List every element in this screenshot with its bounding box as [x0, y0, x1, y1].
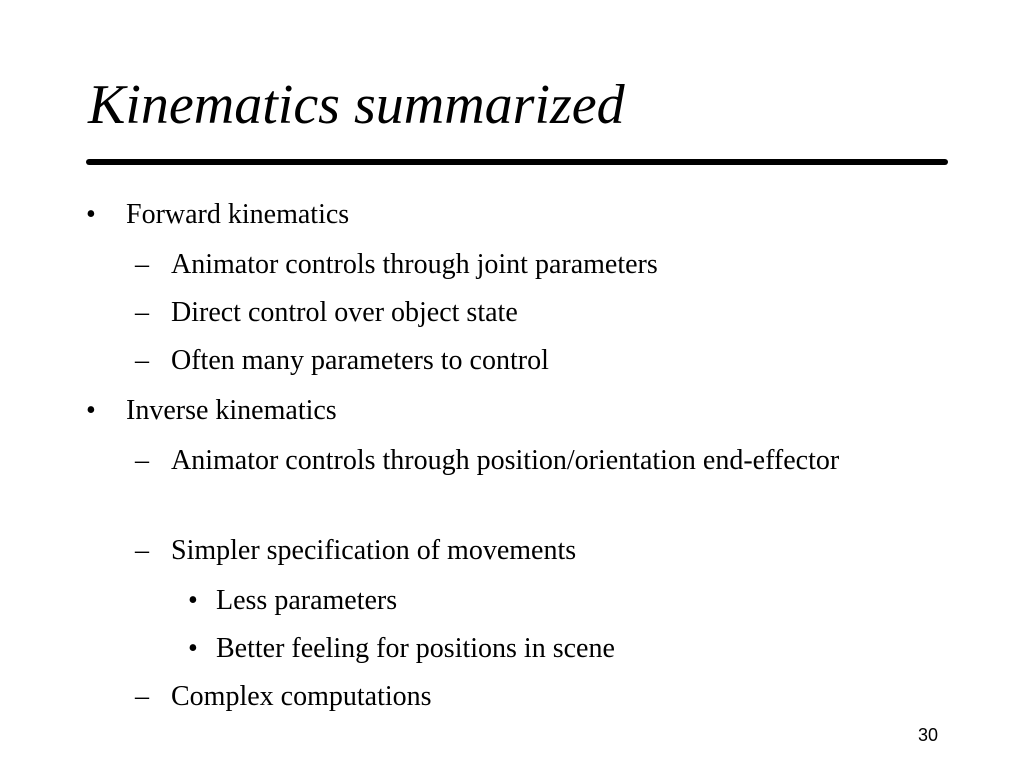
bullet-marker: • — [188, 585, 198, 616]
bullet-item-forward-kinematics: Forward kinematics — [126, 199, 350, 230]
dash-marker: – — [135, 535, 149, 566]
sub-item-complex-computations: Complex computations — [171, 681, 432, 712]
bullet-marker: • — [188, 633, 198, 664]
slide-number: 30 — [917, 725, 938, 745]
sub-sub-item-less-parameters: Less parameters — [216, 585, 398, 616]
sub-item-joint-parameters: Animator controls through joint parameters — [171, 249, 658, 280]
sub-item-end-effector: Animator controls through position/orientation end-effector — [171, 445, 840, 476]
dash-marker: – — [135, 249, 149, 280]
slide-title: Kinematics summarized — [88, 74, 625, 136]
sub-sub-item-better-feeling: Better feeling for positions in scene — [216, 633, 615, 664]
dash-marker: – — [135, 345, 149, 376]
sub-item-simpler-specification: Simpler specification of movements — [171, 535, 577, 566]
bullet-item-inverse-kinematics: Inverse kinematics — [126, 395, 337, 426]
bullet-marker: • — [86, 395, 96, 426]
bullet-marker: • — [86, 199, 96, 230]
sub-item-many-parameters: Often many parameters to control — [171, 345, 549, 376]
sub-item-direct-control: Direct control over object state — [171, 297, 518, 328]
dash-marker: – — [135, 297, 149, 328]
dash-marker: – — [135, 681, 149, 712]
dash-marker: – — [135, 445, 149, 476]
